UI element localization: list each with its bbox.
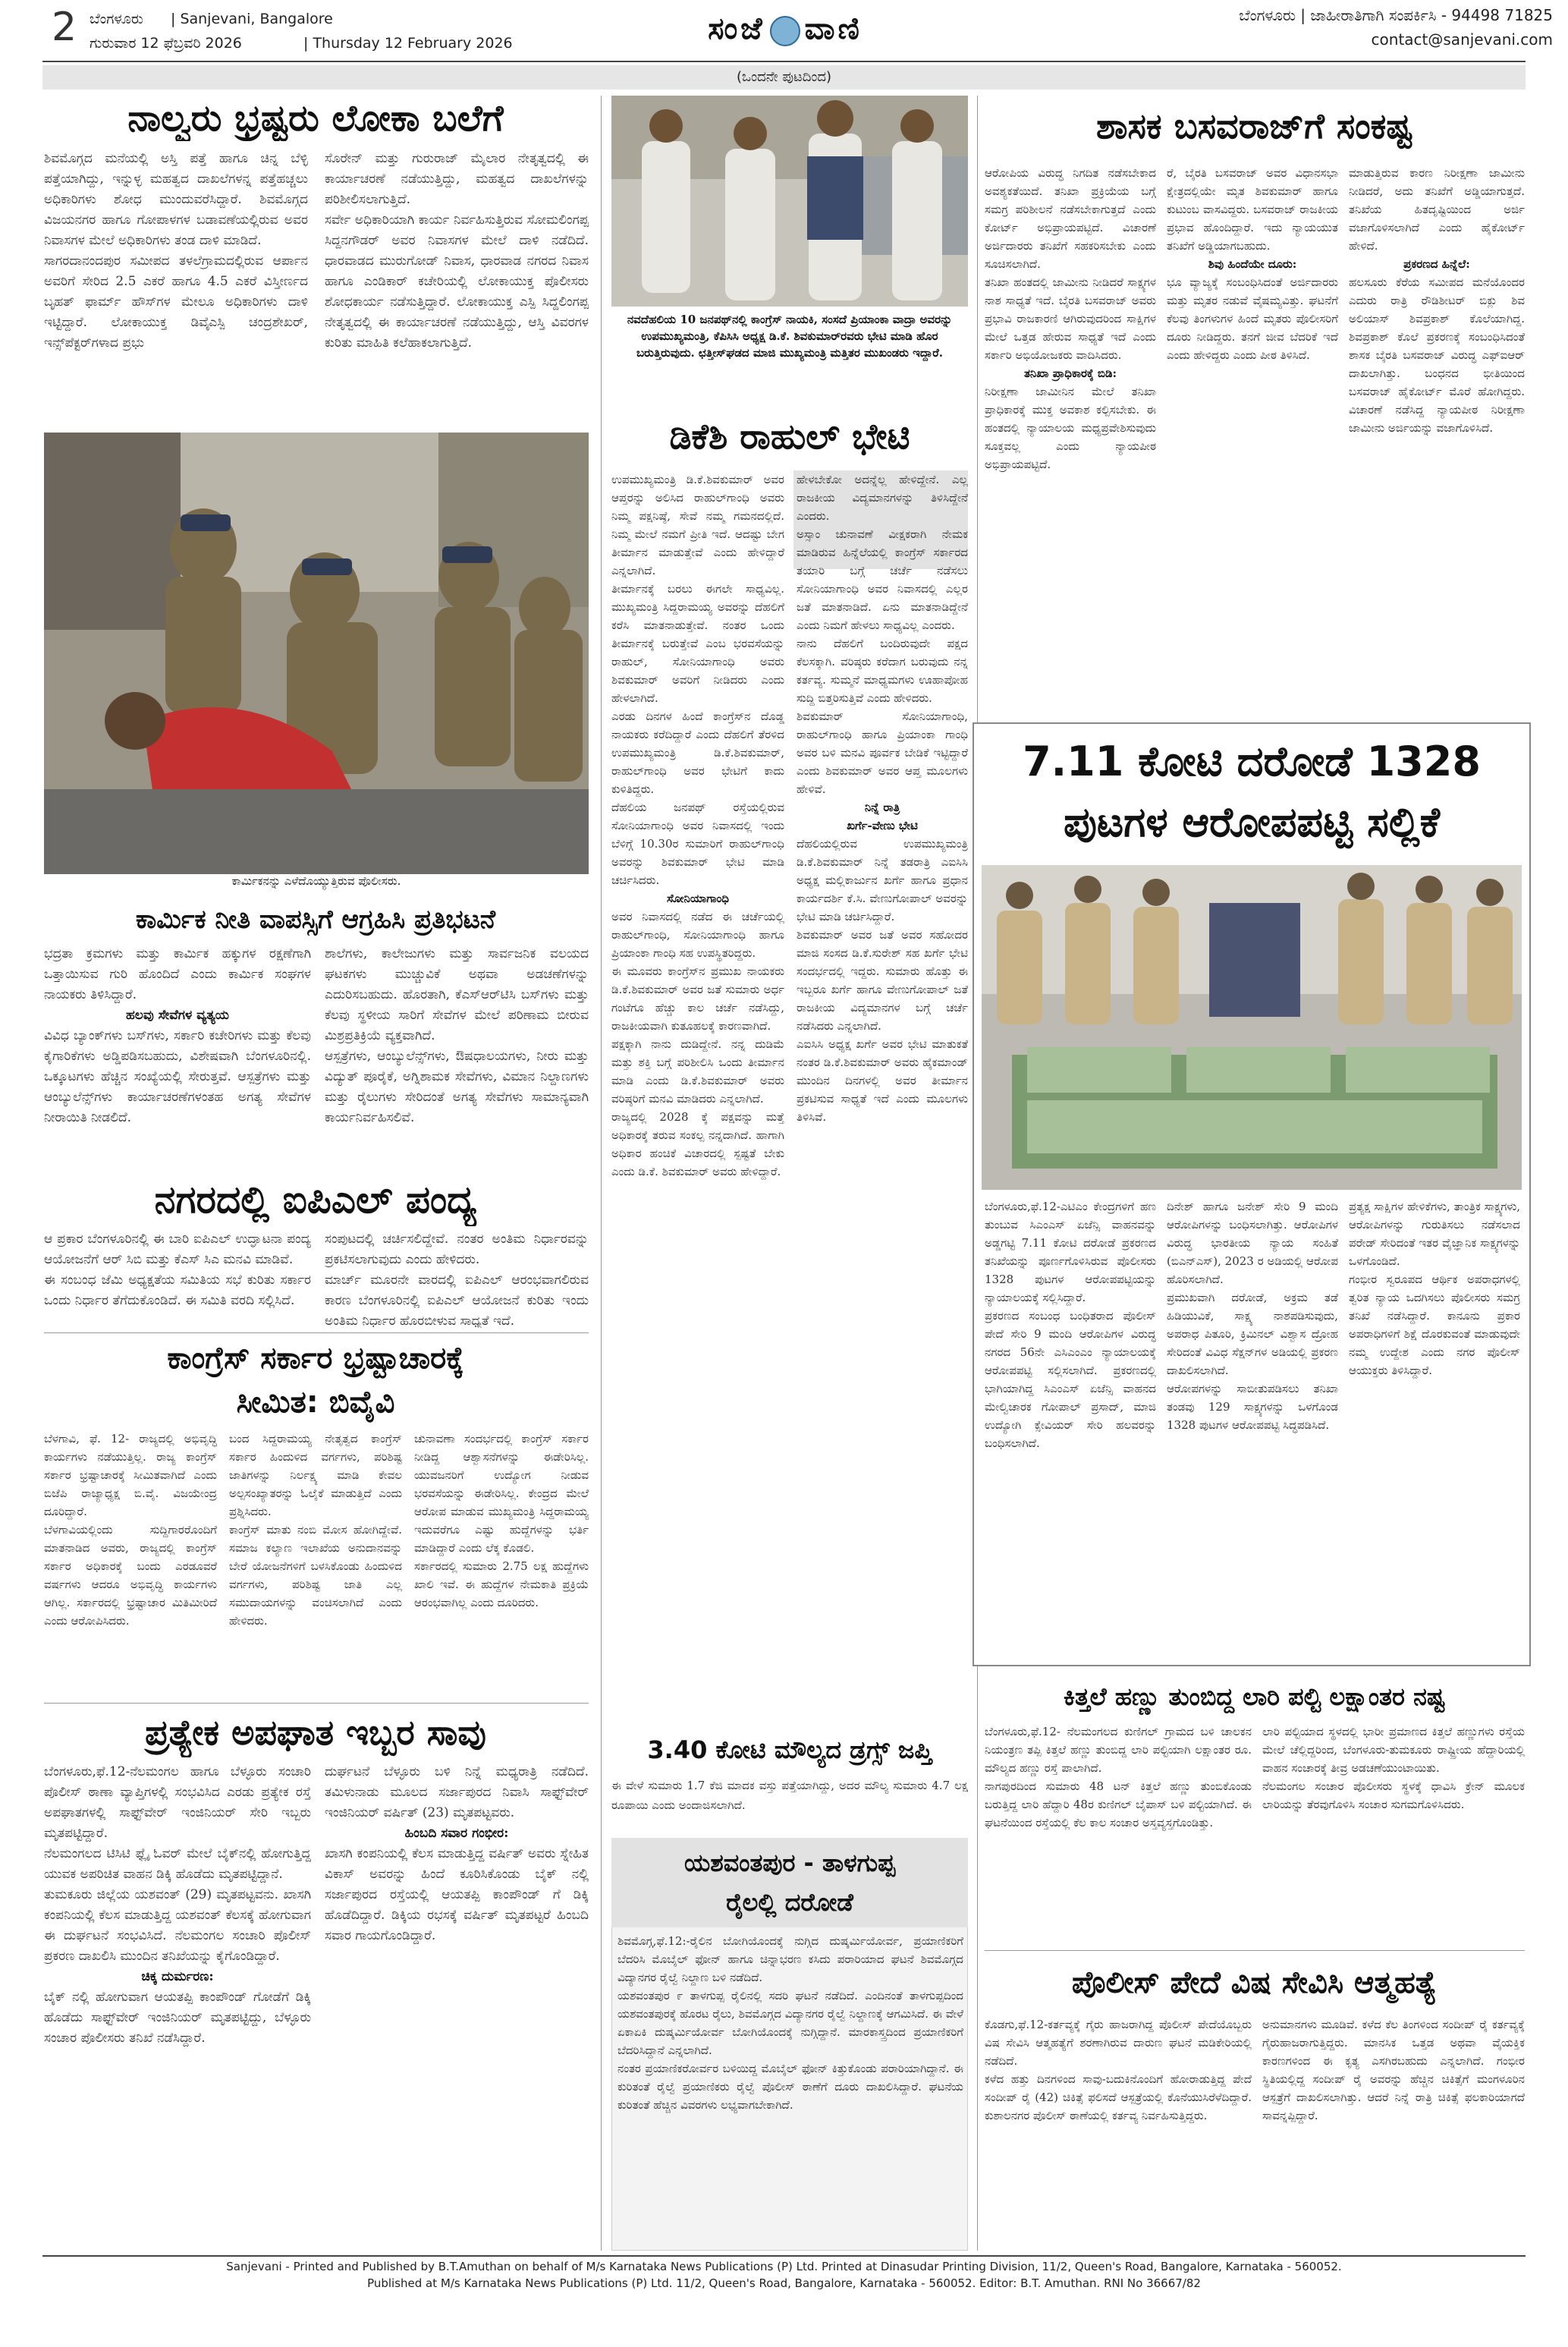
dks-p4: ದೆಹಲಿಯ ಜನಪಥ್ ರಸ್ತೆಯಲ್ಲಿರುವ ಸೋನಿಯಾಗಾಂಧಿ ಅವರ ನಿವಾಸದಲ್ಲಿ ಇಂದು ಬೆಳಿಗ್ಗೆ 10.30ರ ಸುಮಾರಿಗೆ ರಾಹುಲ್‌ಗಾಂಧಿ ಅವರನ್ನು ಶಿವಕುಮಾರ್ ಭೇಟಿ ಮಾಡಿ ಚರ್ಚಿಸಿದರು. <box>611 801 784 887</box>
vijayendra-headline-line1: ಕಾಂಗ್ರೆಸ್ ಸರ್ಕಾರ ಭ್ರಷ್ಟಾಚಾರಕ್ಕೆ <box>167 1341 464 1376</box>
vijayendra-body-col3 <box>414 1430 589 1695</box>
dks-subhead-2: ನಿನ್ನೆ ರಾತ್ರಿ <box>864 801 900 814</box>
ipl-p1: ಆ ಪ್ರಕಾರ ಬೆಂಗಳೂರಿನಲ್ಲಿ ಈ ಬಾರಿ ಐಪಿಎಲ್ ಉದ್ಘಾಟನಾ ಪಂದ್ಯ ಆಯೋಜನೆಗೆ ಆರ್ ಸಿಬಿ ಮತ್ತು ಕೆಎಸ್ ಸಿಎ ಮನವಿ ಮಾಡಿವೆ. <box>44 1232 311 1267</box>
divider <box>985 1950 1525 1951</box>
masthead-logo <box>660 11 910 53</box>
footer-rule <box>42 2255 1526 2257</box>
masthead-email[interactable]: contact@sanjevani.com <box>1371 30 1553 49</box>
protest-body-col2 <box>325 944 589 1172</box>
basavaraj-p5: ಭೂ ವ್ಯಾಜ್ಯಕ್ಕೆ ಸಂಬಂಧಿಸಿದಂತೆ ಅರ್ಜಿದಾರರು ಮತ್ತು ಮೃತರ ನಡುವೆ ವೈಷಮ್ಯವಿತ್ತು. ಘಟನೆಗೆ ಕೆಲವು ತಿಂಗಳುಗಳ ಹಿಂದೆ ಮೃತರು ಪೊಲೀಸರಿಗೆ ದೂರು ನೀಡಿದ್ದರು. ತನಗೆ ಜೀವ ಬೆದರಿಕೆ ಇದೆ ಎಂದು ಹೇಳಿದ್ದರು ಎಂದು ಪೀಠ ತಿಳಿಸಿದೆ. <box>1167 275 1338 362</box>
basavaraj-p1: ಆರೋಪಿಯ ವಿರುದ್ಧ ನಿಗದಿತ ನಡೆಸಬೇಕಾದ ಅವಶ್ಯಕತೆಯಿದೆ. ತನಿಖಾ ಪ್ರಕ್ರಿಯೆಯ ಬಗ್ಗೆ ಸಮಗ್ರ ಪರಿಶೀಲನೆ ನಡೆಸಬೇಕಾಗುತ್ತದೆ ಎಂದು ಕೋರ್ಟ್ ಅಭಿಪ್ರಾಯಪಟ್ಟಿದೆ. ವಿಚಾರಣೆ ಅರ್ಜಿದಾರರು ತನಿಖೆಗೆ ಸಹಕರಿಸಬೇಕು ಎಂದು ಸೂಚಿಸಲಾಗಿದೆ. <box>985 166 1156 271</box>
basavaraj-body-col2 <box>1167 164 1338 710</box>
lokayukta-p4: ಸರ್ವೇ ಅಧಿಕಾರಿಯಾಗಿ ಕಾರ್ಯ ನಿರ್ವಹಿಸುತ್ತಿರುವ ಸೋಮಲಿಂಗಪ್ಪ ಸಿದ್ದನಗೌಡರ್ ಅವರ ನಿವಾಸಗಳ ಮೇಲೆ ದಾಳಿ ನಡೆದಿದೆ. ಧಾರವಾಡದ ಮುರುಗೋಡ್ ನಿವಾಸ, ಧಾರವಾಡ ನಗರದ ನಿವಾಸ ಹಾಗೂ ಎಂಡಿಕಾರ್ ಕಚೇರಿಯಲ್ಲಿ ಲೋಕಾಯುಕ್ತ ಪೊಲೀಸರು ಶೋಧಕಾರ್ಯ ನಡೆಸುತ್ತಿದ್ದಾರೆ. ಲೋಕಾಯುಕ್ತ ಎಸ್ಪಿ ಸಿದ್ದಲಿಂಗಪ್ಪ ನೇತೃತ್ವದಲ್ಲಿ ಈ ಕಾರ್ಯಾಚರಣೆ ನಡೆಯುತ್ತಿದ್ದು, ಆಸ್ತಿ ವಿವರಗಳ ಕುರಿತು ಮಾಹಿತಿ ಕಲೆಹಾಕಲಾಗುತ್ತಿದೆ. <box>325 212 589 351</box>
lorry-p3: ಲಾರಿ ಪಲ್ಟಿಯಾದ ಸ್ಥಳದಲ್ಲಿ ಭಾರೀ ಪ್ರಮಾಣದ ಕಿತ್ತಲೆ ಹಣ್ಣುಗಳು ರಸ್ತೆಯ ಮೇಲೆ ಚೆಲ್ಲಿದ್ದರಿಂದ, ಬೆಂಗಳೂರು-ತುಮಕೂರು ರಾಷ್ಟ್ರೀಯ ಹೆದ್ದಾರಿಯಲ್ಲಿ ವಾಹನ ಸಂಚಾರಕ್ಕೆ ತೀವ್ರ ಅಡಚಣೆಯುಂಟಾಯಿತು. <box>1262 1725 1525 1775</box>
accident-p4: ಬೈಕ್ ನಲ್ಲಿ ಹೋಗುವಾಗ ಆಯತಪ್ಪಿ ಕಾಂಪೌಂಡ್ ಗೋಡೆಗೆ ಡಿಕ್ಕಿ ಹೊಡೆದು ಸಾಫ್ಟ್‌ವೇರ್ ಇಂಜಿನಿಯರ್ ಮೃತಪಟ್ಟಿದ್ದು, ಬೆಳ್ಳೂರು ಸಂಚಾರ ಪೊಲೀಸರು ತನಿಖೆ ನಡೆಸಿದ್ದಾರೆ. <box>44 1990 311 2046</box>
protest-caption: ಕಾರ್ಮಿಕನನ್ನು ಎಳೆದೊಯ್ಯುತ್ತಿರುವ ಪೊಲೀಸರು. <box>231 874 401 888</box>
basavaraj-body-col3 <box>1349 164 1525 710</box>
railway-headline-line2: ರೈಲಲ್ಲಿ ದರೋಡೆ <box>726 1888 853 1917</box>
ipl-body-col2 <box>325 1229 589 1328</box>
dks-p2: ತೀರ್ಮಾನಕ್ಕೆ ಬರಲು ಈಗಲೇ ಸಾಧ್ಯವಿಲ್ಲ. ಮುಖ್ಯಮಂತ್ರಿ ಸಿದ್ದರಾಮಯ್ಯ ಅವರನ್ನು ದೆಹಲಿಗೆ ಕರೆಸಿ ಮಾತನಾಡುತ್ತೇವೆ. ನಂತರ ಒಂದು ತೀರ್ಮಾನಕ್ಕೆ ಬರುತ್ತೇವೆ ಎಂಬ ಭರವಸೆಯನ್ನು ರಾಹುಲ್, ಸೋನಿಯಾಗಾಂಧಿ ಅವರು ಶಿವಕುಮಾರ್ ಅವರಿಗೆ ನೀಡಿದರು ಎಂದು ಹೇಳಲಾಗಿದೆ. <box>611 582 784 705</box>
dks-p15: ಎಐಸಿಸಿ ಅಧ್ಯಕ್ಷ ಖರ್ಗೆ ಅವರ ಭೇಟಿ ಮಾತುಕತೆ ನಂತರ ಡಿ.ಕೆ.ಶಿವಕುಮಾರ್ ಅವರು ಹೈಕಮಾಂಡ್ ಮುಂದಿನ ದಿನಗಳಲ್ಲಿ ಅವರ ತೀರ್ಮಾನ ಪ್ರಕಟಿಸುವ ಸಾಧ್ಯತೆ ಇದೆ ಎಂದು ಮೂಲಗಳು ತಿಳಿಸಿವೆ. <box>797 1037 968 1124</box>
drugs-body: ಈ ವೇಳೆ ಸುಮಾರು 1.7 ಕೆಜಿ ಮಾದಕ ವಸ್ತು ಪತ್ತೆಯಾಗಿದ್ದು, ಅದರ ಮೌಲ್ಯ ಸುಮಾರು 4.7 ಲಕ್ಷ ರೂಪಾಯಿ ಎಂದು ಅಂದಾಜಿಸಲಾಗಿದೆ. <box>611 1779 968 1812</box>
accident-p2: ನೆಲಮಂಗಲದ ಟಿಸಿಟಿ ಫ್ಲೈ ಓವರ್ ಮೇಲೆ ಬೈಕ್‌ನಲ್ಲಿ ಹೋಗುತ್ತಿದ್ದ ಯುವಕ ಅಪರಿಚಿತ ವಾಹನ ಡಿಕ್ಕಿ ಹೊಡೆದು ಮೃತಪಟ್ಟಿದ್ದಾನೆ. <box>44 1846 311 1882</box>
protest-subhead: ಹಲವು ಸೇವೆಗಳ ವ್ಯತ್ಯಯ <box>126 1008 229 1023</box>
continued-banner: (ಒಂದನೇ ಪುಟದಿಂದ) <box>42 65 1526 90</box>
protest-p1: ಭದ್ರತಾ ಕ್ರಮಗಳು ಮತ್ತು ಕಾರ್ಮಿಕ ಹಕ್ಕುಗಳ ರಕ್ಷಣೆಗಾಗಿ ಒತ್ತಾಯಿಸುವ ಗುರಿ ಹೊಂದಿದೆ ಎಂದು ಕಾರ್ಮಿಕ ಸಂಘಗಳ ನಾಯಕರು ತಿಳಿಸಿದ್ದಾರೆ. <box>44 946 311 1002</box>
basavaraj-subhead-3: ಪ್ರಕರಣದ ಹಿನ್ನೆಲೆ: <box>1403 257 1470 271</box>
dks-p10: ಅಸ್ಸಾಂ ಚುನಾವಣೆ ವೀಕ್ಷಕರಾಗಿ ನೇಮಕ ಮಾಡಿರುವ ಹಿನ್ನೆಲೆಯಲ್ಲಿ ಕಾಂಗ್ರೆಸ್ ಸರ್ಕಾರದ ತಯಾರಿ ಬಗ್ಗೆ ಚರ್ಚೆ ನಡೆಸಲು ಸೋನಿಯಾಗಾಂಧಿ ಅವರ ನಿವಾಸದಲ್ಲಿ ಎಲ್ಲರ ಜತೆ ಮಾತನಾಡಿದೆ. ಏನು ಮಾತನಾಡಿದ್ದೇನೆ ಎಂದು ನಿಮಗೆ ಹೇಳಲು ಸಾಧ್ಯವಿಲ್ಲ ಎಂದರು. <box>797 527 968 632</box>
masthead-city: ಬೆಂಗಳೂರು <box>90 11 143 27</box>
protest-headline: ಕಾರ್ಮಿಕ ನೀತಿ ವಾಪಸ್ಸಿಗೆ ಆಗ್ರಹಿಸಿ ಪ್ರತಿಭಟನೆ <box>135 905 496 935</box>
protest-p3: ಶಾಲೆಗಳು, ಕಾಲೇಜುಗಳು ಮತ್ತು ಸಾರ್ವಜನಿಕ ವಲಯದ ಘಟಕಗಳು ಮುಚ್ಚುವಿಕೆ ಅಥವಾ ಅಡಚಣೆಗಳನ್ನು ಎದುರಿಸಬಹುದು. ಹೊರತಾಗಿ, ಕೆಎಸ್‌ಆರ್‌ಟಿಸಿ ಬಸ್‌ಗಳು ಮತ್ತು ಕೆಲವು ಸ್ಥಳೀಯ ಸಾರಿಗೆ ಸೇವೆಗಳ ಮೇಲೆ ಪರಿಣಾಮ ಬೀರುವ ಮಿಶ್ರಪ್ರತಿಕ್ರಿಯೆ ವ್ಯಕ್ತವಾಗಿದೆ. <box>325 946 589 1043</box>
suicide-p3: ಅನುಮಾನಗಳು ಮೂಡಿವೆ. ಕಳೆದ ಕೆಲ ತಿಂಗಳಿಂದ ಸಂದೀಪ್ ರೈ ಕರ್ತವ್ಯಕ್ಕೆ ಗೈರುಹಾಜರಾಗುತ್ತಿದ್ದರು. ಮಾನಸಿಕ ಒತ್ತಡ ಅಥವಾ ವೈಯಕ್ತಿಕ ಕಾರಣಗಳಿಂದ ಈ ಕೃತ್ಯ ಎಸಗಿರಬಹುದು ಎನ್ನಲಾಗಿದೆ. ಗಂಭೀರ ಸ್ಥಿತಿಯಲ್ಲಿದ್ದ ಸಂದೀಪ್ ರೈ ಅವರನ್ನು ಹೆಚ್ಚಿನ ಚಿಕಿತ್ಸೆಗೆ ಮಂಗಳೂರಿನ ಆಸ್ಪತ್ರೆಗೆ ದಾಖಲಿಸಲಾಗಿತ್ತು. ಆದರೆ ನಿನ್ನೆ ರಾತ್ರಿ ಚಿಕಿತ್ಸೆ ಫಲಕಾರಿಯಾಗದೆ ಸಾವನ್ನಪ್ಪಿದ್ದಾರೆ. <box>1262 2018 1525 2122</box>
accident-body-col2 <box>325 1762 589 2248</box>
masthead-contact: ಬೆಂಗಳೂರು | ಜಾಹೀರಾತಿಗಾಗಿ ಸಂಪರ್ಕಿಸಿ - 94498 71825 <box>1239 6 1553 24</box>
accident-subhead-2: ಹಿಂಬದಿ ಸವಾರ ಗಂಭೀರ: <box>404 1826 509 1841</box>
dks-subhead-1: ಸೋನಿಯಾಗಾಂಧಿ <box>667 892 729 905</box>
lokayukta-p3: ಸೊರೇನ್ ಮತ್ತು ಗುರುರಾಜ್ ಮೈಲಾರ ನೇತೃತ್ವದಲ್ಲಿ ಈ ಕಾರ್ಯಾಚರಣೆ ನಡೆಯುತ್ತಿದ್ದು, ಮಹತ್ವದ ದಾಖಲೆಗಳನ್ನು ಪರಿಶೀಲಿಸಲಾಗುತ್ತಿದೆ. <box>325 151 589 207</box>
lokayukta-headline: ನಾಲ್ವರು ಭ್ರಷ್ಟರು ಲೋಕಾ ಬಲೆಗೆ <box>127 97 504 140</box>
masthead-paper: | Sanjevani, Bangalore <box>171 11 333 27</box>
dks-headline: ಡಿಕೆಶಿ ರಾಹುಲ್ ಭೇಟಿ <box>669 416 910 457</box>
basavaraj-p2: ತನಿಖಾ ಹಂತದಲ್ಲಿ ಜಾಮೀನು ನೀಡಿದರೆ ಸಾಕ್ಷ್ಯಗಳ ನಾಶ ಸಾಧ್ಯತೆ ಇದೆ. ಬೈರತಿ ಬಸವರಾಜ್ ಅವರು ಪ್ರಭಾವಿ ರಾಜಕಾರಣಿ ಆಗಿರುವುದರಿಂದ ಸಾಕ್ಷಿಗಳ ಮೇಲೆ ಒತ್ತಡ ಹೇರುವ ಸಾಧ್ಯತೆ ಇದೆ ಎಂದು ಸರ್ಕಾರಿ ಅಭಿಯೋಜಕರು ವಾದಿಸಿದರು. <box>985 275 1156 362</box>
suicide-headline: ಪೊಲೀಸ್ ಪೇದೆ ವಿಷ ಸೇವಿಸಿ ಆತ್ಮಹತ್ಯೆ <box>1071 1965 1438 2000</box>
logo-right-text: ವಾಣಿ <box>804 11 863 46</box>
robbery-photo <box>982 865 1522 1190</box>
ipl-body-col1 <box>44 1229 311 1328</box>
accident-p1: ಬೆಂಗಳೂರು,ಫೆ.12-ನೆಲಮಂಗಲ ಹಾಗೂ ಬೆಳ್ಳೂರು ಸಂಚಾರಿ ಪೊಲೀಸ್ ಠಾಣಾ ವ್ಯಾಪ್ತಿಗಳಲ್ಲಿ ಸಂಭವಿಸಿದ ಎರಡು ಪ್ರತ್ಯೇಕ ರಸ್ತೆ ಅಪಘಾತಗಳಲ್ಲಿ ಸಾಫ್ಟ್‌ವೇರ್ ಇಂಜಿನಿಯರ್ ಸೇರಿ ಇಬ್ಬರು ಮೃತಪಟ್ಟಿದ್ದಾರೆ. <box>44 1764 311 1841</box>
accident-p6: ಖಾಸಗಿ ಕಂಪನಿಯಲ್ಲಿ ಕೆಲಸ ಮಾಡುತ್ತಿದ್ದ ವರ್ಷಿತ್ ಅವರು ಸ್ನೇಹಿತ ವಿಕಾಸ್ ಅವರನ್ನು ಹಿಂದೆ ಕೂರಿಸಿಕೊಂಡು ಬೈಕ್ ನಲ್ಲಿ ಸರ್ಜಾಪುರದ ರಸ್ತೆಯಲ್ಲಿ ಆಯತಪ್ಪಿ ಕಾಂಪೌಂಡ್ ಗೆ ಡಿಕ್ಕಿ ಹೊಡೆದಿದ್ದಾರೆ. ಡಿಕ್ಕಿಯ ರಭಸಕ್ಕೆ ವರ್ಷಿತ್ ಮೃತಪಟ್ಟರೆ ಹಿಂಬದಿ ಸವಾರ ಗಾಯಗೊಂಡಿದ್ದಾರೆ. <box>325 1846 589 1943</box>
lokayukta-p2: ಸಾಗರದಾನಂದಪುರ ಸಮೀಪದ ತಳಲೆಗ್ರಾಮದಲ್ಲಿರುವ ಆರ್ಪಾನ ಅವರಿಗೆ ಸೇರಿದ 2.5 ಎಕರೆ ಹಾಗೂ 4.5 ಎಕರೆ ವಿಸ್ತೀರ್ಣದ ಬೃಹತ್ ಫಾರ್ಮ್ ಹೌಸ್‌ಗಳ ಮೇಲೂ ಅಧಿಕಾರಿಗಳು ದಾಳಿ ಇಟ್ಟಿದ್ದಾರೆ. ಲೋಕಾಯುಕ್ತ ಡಿವೈಎಸ್ಪಿ ಚಂದ್ರಶೇಖರ್, ಇನ್ಸ್‌ಪೆಕ್ಟರ್‌ಗಳಾದ ಪ್ರಭು <box>44 253 308 351</box>
dks-p1: ಉಪಮುಖ್ಯಮಂತ್ರಿ ಡಿ.ಕೆ.ಶಿವಕುಮಾರ್ ಅವರ ಆಪ್ತರನ್ನು ಅಲಿಸಿದ ರಾಹುಲ್‌ಗಾಂಧಿ ಅವರು ನಿಮ್ಮ ಪಕ್ಷನಿಷ್ಠೆ, ಸೇವೆ ನಮ್ಮ ಗಮನದಲ್ಲಿದೆ. ನಿಮ್ಮ ಮೇಲೆ ನಮಗೆ ಪ್ರೀತಿ ಇದೆ. ಆದಷ್ಟು ಬೇಗ ತೀರ್ಮಾನ ಮಾಡುತ್ತೇವೆ ಎಂದು ಹೇಳಿದ್ದಾರೆ ಎನ್ನಲಾಗಿದೆ. <box>611 473 784 577</box>
lorry-body-col2 <box>1262 1722 1525 1943</box>
suicide-body-col2 <box>1262 2015 1525 2248</box>
robbery-body-col3 <box>1349 1197 1520 1660</box>
divider <box>44 1703 589 1704</box>
lokayukta-body-col2 <box>325 149 589 429</box>
dks-p3: ಎರಡು ದಿನಗಳ ಹಿಂದೆ ಕಾಂಗ್ರೆಸ್‌ನ ದೊಡ್ಡ ನಾಯಕರು ಕರೆದಿದ್ದಾರೆ ಎಂದು ದೆಹಲಿಗೆ ತೆರಳಿದ ಉಪಮುಖ್ಯಮಂತ್ರಿ ಡಿ.ಕೆ.ಶಿವಕುಮಾರ್, ರಾಹುಲ್‌ಗಾಂಧಿ ಅವರ ಭೇಟಿಗೆ ಕಾದು ಕುಳಿತಿದ್ದರು. <box>611 709 784 796</box>
divider <box>44 1332 589 1333</box>
dks-p11: ನಾನು ದೆಹಲಿಗೆ ಬಂದಿರುವುದೇ ಪಕ್ಷದ ಕೆಲಸಕ್ಕಾಗಿ. ವರಿಷ್ಠರು ಕರೆದಾಗ ಬರುವುದು ನನ್ನ ಕರ್ತವ್ಯ. ಸುಮ್ಮನೆ ಮಾಧ್ಯಮಗಳು ಊಹಾಪೋಹ ಸುದ್ದಿ ಬಿತ್ತರಿಸುತ್ತಿವೆ ಎಂದು ಹೇಳಿದರು. <box>797 637 968 705</box>
lorry-p2: ನಾಗಪುರದಿಂದ ಸುಮಾರು 48 ಟನ್ ಕಿತ್ತಲೆ ಹಣ್ಣು ತುಂಬಿಕೊಂಡು ಬರುತ್ತಿದ್ದ ಲಾರಿ ಹೆದ್ದಾರಿ 48ರ ಕುಣಿಗಲ್ ಬೈಪಾಸ್ ಬಳಿ ಪಲ್ಟಿಯಾಗಿದೆ. ಈ ಘಟನೆಯಿಂದ ರಸ್ತೆಯಲ್ಲಿ ಕೆಲ ಕಾಲ ಸಂಚಾರ ಅಸ್ತವ್ಯಸ್ತಗೊಂಡಿತ್ತು. <box>985 1779 1252 1829</box>
basavaraj-body-col1 <box>985 164 1156 710</box>
protest-body-col1 <box>44 944 311 1172</box>
vijayendra-p2: ಬೆಳಗಾವಿಯಲ್ಲಿಂದು ಸುದ್ದಿಗಾರರೊಂದಿಗೆ ಮಾತನಾಡಿದ ಅವರು, ರಾಜ್ಯದಲ್ಲಿ ಕಾಂಗ್ರೆಸ್ ಸರ್ಕಾರ ಅಧಿಕಾರಕ್ಕೆ ಬಂದು ಎರಡೂವರೆ ವರ್ಷಗಳು ಆದರೂ ಅಭಿವೃದ್ಧಿ ಕಾರ್ಯಗಳು ಆಗಿಲ್ಲ. ಸರ್ಕಾರದಲ್ಲಿ ಭ್ರಷ್ಟಾಚಾರ ಮಿತಿಮೀರಿದೆ ಎಂದು ಆರೋಪಿಸಿದರು. <box>44 1523 217 1628</box>
dks-photo-image <box>611 96 968 307</box>
basavaraj-p4: ರೆ, ಬೈರತಿ ಬಸವರಾಜ್ ಅವರ ವಿಧಾನಸಭಾ ಕ್ಷೇತ್ರದಲ್ಲಿಯೇ ಮೃತ ಶಿವಕುಮಾರ್ ಹಾಗೂ ಕುಟುಂಬ ವಾಸವಿದ್ದರು. ಬಸವರಾಜ್ ರಾಜಕೀಯ ಪ್ರಭಾವ ಹೊಂದಿದ್ದಾರೆ. ಇದು ನ್ಯಾಯಯುತ ತನಿಖೆಗೆ ಅಡ್ಡಿಯಾಗಬಹುದು. <box>1167 166 1338 253</box>
lorry-p4: ನೆಲಮಂಗಲ ಸಂಚಾರ ಪೊಲೀಸರು ಸ್ಥಳಕ್ಕೆ ಧಾವಿಸಿ ಕ್ರೇನ್ ಮೂಲಕ ಲಾರಿಯನ್ನು ತೆರವುಗೊಳಿಸಿ ಸಂಚಾರ ಸುಗಮಗೊಳಿಸಿದರು. <box>1262 1779 1525 1811</box>
dks-p7: ಪಕ್ಷಕ್ಕಾಗಿ ನಾನು ದುಡಿದ್ದೇನೆ. ನನ್ನ ದುಡಿಮೆ ಮತ್ತು ಶಕ್ತಿ ಬಗ್ಗೆ ಪರಿಶೀಲಿಸಿ ಒಂದು ತೀರ್ಮಾನ ಮಾಡಿ ಎಂದು ಡಿ.ಕೆ.ಶಿವಕುಮಾರ್ ಅವರು ವರಿಷ್ಠರಿಗೆ ಮನವಿ ಮಾಡಿದರು ಎನ್ನಲಾಗಿದೆ. <box>611 1037 784 1106</box>
robbery-p1: ಬೆಂಗಳೂರು,ಫೆ.12-ಎಟಿಎಂ ಕೇಂದ್ರಗಳಿಗೆ ಹಣ ತುಂಬುವ ಸಿಎಂಎಸ್ ಏಜೆನ್ಸಿ ವಾಹನವನ್ನು ಅಡ್ಡಗಟ್ಟಿ 7.11 ಕೋಟಿ ದರೋಡೆ ಪ್ರಕರಣದ ತನಿಖೆಯನ್ನು ಪೂರ್ಣಗೊಳಿಸಿರುವ ಪೊಲೀಸರು 1328 ಪುಟಗಳ ಆರೋಪಪಟ್ಟಿಯನ್ನು ನ್ಯಾಯಾಲಯಕ್ಕೆ ಸಲ್ಲಿಸಿದ್ದಾರೆ. <box>985 1200 1156 1304</box>
basavaraj-subhead-2: ಶಿವು ಹಿಂದೆಯೇ ದೂರು: <box>1208 257 1297 271</box>
dks-body-col1 <box>611 470 784 1715</box>
dks-p5: ಅವರ ನಿವಾಸದಲ್ಲಿ ನಡೆದ ಈ ಚರ್ಚೆಯಲ್ಲಿ ರಾಹುಲ್‌ಗಾಂಧಿ, ಸೋನಿಯಾಗಾಂಧಿ ಹಾಗೂ ಪ್ರಿಯಾಂಕಾ ಗಾಂಧಿ ಸಹ ಉಪಸ್ಥಿತರಿದ್ದರು. <box>611 910 784 960</box>
suicide-body-col1 <box>985 2015 1252 2248</box>
dks-body-col2 <box>797 470 968 1715</box>
ipl-p2: ಈ ಸಂಬಂಧ ಜೆಮಿ ಅಧ್ಯಕ್ಷತೆಯ ಸಮಿತಿಯ ಸಭೆ ಕುರಿತು ಸರ್ಕಾರ ಒಂದು ನಿರ್ಧಾರ ತೆಗೆದುಕೊಂಡಿದೆ. ಈ ಸಮಿತಿ ವರದಿ ಸಲ್ಲಿಸಿದೆ. <box>44 1273 311 1308</box>
dks-photo <box>611 96 968 307</box>
globe-icon <box>770 16 800 46</box>
accident-p3: ತುಮಕೂರು ಜಿಲ್ಲೆಯ ಯಶವಂತ್ (29) ಮೃತಪಟ್ಟವನು. ಖಾಸಗಿ ಕಂಪನಿಯಲ್ಲಿ ಕೆಲಸ ಮಾಡುತ್ತಿದ್ದ ಯಶವಂತ್ ಕೆಲಸಕ್ಕೆ ಹೋಗುವಾಗ ಈ ದುರ್ಘಟನೆ ಸಂಭವಿಸಿದೆ. ನೆಲಮಂಗಲ ಸಂಚಾರಿ ಪೊಲೀಸ್ ಪ್ರಕರಣ ದಾಖಲಿಸಿ ಮುಂದಿನ ತನಿಖೆಯನ್ನು ಕೈಗೊಂಡಿದ್ದಾರೆ. <box>44 1887 311 1964</box>
robbery-p4: ಪ್ರಮುಖವಾಗಿ ದರೋಡೆ, ಅಕ್ರಮ ತಡೆ ಹಿಡಿಯುವಿಕೆ, ಸಾಕ್ಷ್ಯ ನಾಶಪಡಿಸುವುದು, ಅಪರಾಧ ಪಿತೂರಿ, ಕ್ರಿಮಿನಲ್ ವಿಶ್ವಾಸ ದ್ರೋಹ ಸೇರಿದಂತೆ ವಿವಿಧ ಸೆಕ್ಷನ್‌ಗಳ ಅಡಿಯಲ್ಲಿ ಪ್ರಕರಣ ದಾಖಲಿಸಲಾಗಿದೆ. <box>1167 1291 1338 1377</box>
ipl-p4: ಮಾರ್ಚ್ ಮೂರನೇ ವಾರದಲ್ಲಿ ಐಪಿಎಲ್ ಆರಂಭವಾಗಲಿರುವ ಕಾರಣ ಬೆಂಗಳೂರಿನಲ್ಲಿ ಐಪಿಎಲ್ ಆಯೋಜನೆ ಕುರಿತು ಇಂದು ಅಂತಿಮ ನಿರ್ಧಾರ ಹೊರಬೀಳುವ ಸಾಧ್ಯತೆ ಇದೆ. <box>325 1273 589 1328</box>
footer-imprint-line2: Published at M/s Karnataka News Publications (P) Ltd. 11/2, Queen's Road, Bangalore, Karnataka - 560052. Editor: B.T. Amuthan. RNI No 36667/82 <box>367 2276 1201 2290</box>
robbery-photo-image <box>982 865 1522 1190</box>
footer-imprint-line1: Sanjevani - Printed and Published by B.T.Amuthan on behalf of M/s Karnataka News Publications (P) Ltd. Printed at Dinasudar Printing Division, 11/2, Queen's Road, Bangalore, Karnataka - 560052. <box>226 2260 1342 2273</box>
basavaraj-subhead-1: ತನಿಖಾ ಪ್ರಾಧಿಕಾರಕ್ಕೆ ಬಿಡಿ: <box>1023 367 1117 380</box>
ipl-headline: ನಗರದಲ್ಲಿ ಐಪಿಎಲ್ ಪಂದ್ಯ <box>154 1178 477 1222</box>
accident-subhead-1: ಚಿಕ್ಕ ದುರ್ಮರಣ: <box>141 1969 214 1984</box>
masthead-date-kannada: ಗುರುವಾರ 12 ಫೆಬ್ರವರಿ 2026 <box>90 35 242 52</box>
railway-headline-line1: ಯಶವಂತಪುರ - ತಾಳಗುಪ್ಪ <box>683 1848 896 1877</box>
robbery-headline-line1: 7.11 ಕೋಟಿ ದರೋಡೆ 1328 <box>1023 738 1481 785</box>
accident-p5: ದುರ್ಘಟನೆ ಬೆಳ್ಳೂರು ಬಳಿ ನಿನ್ನೆ ಮಧ್ಯರಾತ್ರಿ ನಡೆದಿದೆ. ತಮಿಳುನಾಡು ಮೂಲದ ಸರ್ಜಾಪುರದ ನಿವಾಸಿ ಸಾಫ್ಟ್‌ವೇರ್ ಇಂಜಿನಿಯರ್ ವರ್ಷಿತ್ (23) ಮೃತಪಟ್ಟವರು. <box>325 1764 589 1820</box>
basavaraj-p7: ಹಲಸೂರು ಕೆರೆಯ ಸಮೀಪದ ಮನೆಯೊಂದರ ಎದುರು ರಾತ್ರಿ ರೌಡಿಶೀಟರ್ ಬಿಕ್ಲು ಶಿವ ಅಲಿಯಾಸ್ ಶಿವಪ್ರಕಾಶ್ ಕೊಲೆಯಾಗಿದ್ದ. ಶಿವಪ್ರಕಾಶ್ ಕೊಲೆ ಪ್ರಕರಣಕ್ಕೆ ಸಂಬಂಧಿಸಿದಂತೆ ಶಾಸಕ ಬೈರತಿ ಬಸವರಾಜ್ ವಿರುದ್ಧ ಎಫ್‌ಐಆರ್ ದಾಖಲಾಗಿತ್ತು. ಬಂಧನದ ಭೀತಿಯಿಂದ ಬಸವರಾಜ್ ಹೈಕೋರ್ಟ್ ಮೊರೆ ಹೋಗಿದ್ದರು. ವಿಚಾರಣೆ ನಡೆಸಿದ್ದ ನ್ಯಾಯಪೀಠ ನಿರೀಕ್ಷಣಾ ಜಾಮೀನು ಅರ್ಜಿಯನ್ನು ವಜಾಗೊಳಿಸಿದೆ. <box>1349 275 1525 435</box>
basavaraj-headline: ಶಾಸಕ ಬಸವರಾಜ್‌ಗೆ ಸಂಕಷ್ಟ <box>1096 105 1412 146</box>
robbery-body-col1 <box>985 1197 1156 1660</box>
railway-p1: ಶಿವಮೊಗ್ಗ,ಫೆ.12:-ರೈಲಿನ ಬೋಗಿಯೊಂದಕ್ಕೆ ನುಗ್ಗಿದ ದುಷ್ಕರ್ಮಿಯೋರ್ವ, ಪ್ರಯಾಣಿಕರಿಗೆ ಬೆದರಿಸಿ ಮೊಬೈಲ್ ಫೋನ್ ಹಾಗೂ ಚಿನ್ನಾಭರಣ ಕಸಿದು ಪರಾರಿಯಾದ ಘಟನೆ ಶಿವಮೊಗ್ಗದ ವಿದ್ಯಾನಗರ ರೈಲ್ವೆ ನಿಲ್ದಾಣ ಬಳಿ ನಡೆದಿದೆ. <box>617 1934 963 1984</box>
lorry-headline: ಕಿತ್ತಲೆ ಹಣ್ಣು ತುಂಬಿದ್ದ ಲಾರಿ ಪಲ್ಟಿ ಲಕ್ಷಾಂತರ ನಷ್ಟ <box>1064 1682 1445 1711</box>
protest-p4: ಆಸ್ಪತ್ರೆಗಳು, ಆಂಬ್ಯುಲೆನ್ಸ್‌ಗಳು, ಔಷಧಾಲಯಗಳು, ನೀರು ಮತ್ತು ವಿದ್ಯುತ್ ಪೂರೈಕೆ, ಅಗ್ನಿಶಾಮಕ ಸೇವೆಗಳು, ವಿಮಾನ ನಿಲ್ದಾಣಗಳು ಮತ್ತು ರೈಲುಗಳು ಸೇರಿದಂತೆ ಅಗತ್ಯ ಸೇವೆಗಳು ಸಾಮಾನ್ಯವಾಗಿ ಕಾರ್ಯನಿರ್ವಹಿಸಲಿವೆ. <box>325 1049 589 1125</box>
robbery-p5: ಆರೋಪಗಳನ್ನು ಸಾಬೀತುಪಡಿಸಲು ತನಿಖಾ ತಂಡವು 129 ಸಾಕ್ಷ್ಯಗಳನ್ನು ಒಳಗೊಂಡ 1328 ಪುಟಗಳ ಆರೋಪಪಟ್ಟಿ ಸಿದ್ಧಪಡಿಸಿದೆ. <box>1167 1382 1338 1432</box>
robbery-p3: ದಿನೇಶ್ ಹಾಗೂ ಜನೇಶ್ ಸೇರಿ 9 ಮಂದಿ ಆರೋಪಿಗಳನ್ನು ಬಂಧಿಸಲಾಗಿತ್ತು. ಆರೋಪಿಗಳ ವಿರುದ್ಧ ಭಾರತೀಯ ನ್ಯಾಯ ಸಂಹಿತೆ (ಬಿಎನ್ಎಸ್), 2023 ರ ಅಡಿಯಲ್ಲಿ ಆರೋಪ ಹೊರಿಸಲಾಗಿದೆ. <box>1167 1200 1338 1286</box>
lorry-p1: ಬೆಂಗಳೂರು,ಫೆ.12- ನೆಲಮಂಗಲದ ಕುಣಿಗಲ್ ಗ್ರಾಮದ ಬಳಿ ಚಾಲಕನ ನಿಯಂತ್ರಣ ತಪ್ಪಿ ಕಿತ್ತಲೆ ಹಣ್ಣು ತುಂಬಿದ್ದ ಲಾರಿ ಪಲ್ಟಿಯಾಗಿ ಲಕ್ಷಾಂತರ ರೂ. ಮೌಲ್ಯದ ಹಣ್ಣು ರಸ್ತೆ ಪಾಲಾಗಿದೆ. <box>985 1725 1252 1775</box>
robbery-body-col2 <box>1167 1197 1338 1660</box>
robbery-headline-line2: ಪುಟಗಳ ಆರೋಪಪಟ್ಟಿ ಸಲ್ಲಿಕೆ <box>1063 798 1441 846</box>
accident-headline: ಪ್ರತ್ಯೇಕ ಅಪಘಾತ ಇಬ್ಬರ ಸಾವು <box>145 1712 486 1753</box>
basavaraj-p6: ಮಾಡುತ್ತಿರುವ ಕಾರಣ ನಿರೀಕ್ಷಣಾ ಜಾಮೀನು ನೀಡಿದರೆ, ಅದು ತನಿಖೆಗೆ ಅಡ್ಡಿಯಾಗುತ್ತದೆ. ತನಿಖೆಯ ಹಿತದೃಷ್ಟಿಯಿಂದ ಅರ್ಜಿ ವಜಾಗೊಳಿಸಲಾಗಿದೆ ಎಂದು ಹೈಕೋರ್ಟ್ ಹೇಳಿದೆ. <box>1349 166 1525 253</box>
vijayendra-p3: ಬಂದ ಸಿದ್ದರಾಮಯ್ಯ ನೇತೃತ್ವದ ಕಾಂಗ್ರೆಸ್ ಸರ್ಕಾರ ಹಿಂದುಳಿದ ವರ್ಗಗಳು, ಪರಿಶಿಷ್ಟ ಜಾತಿಗಳನ್ನು ನಿರ್ಲಕ್ಷ್ಯ ಮಾಡಿ ಕೇವಲ ಅಲ್ಪಸಂಖ್ಯಾತರನ್ನು ಓಲೈಕೆ ಮಾಡುತ್ತಿದೆ ಎಂದು ಪ್ರಶ್ನಿಸಿದರು. <box>229 1432 402 1518</box>
column-divider <box>601 96 602 2251</box>
dks-p9: ಹೇಳಬೇಕೋ ಅದನ್ನೆಲ್ಲ ಹೇಳಿದ್ದೇನೆ. ಎಲ್ಲ ರಾಜಕೀಯ ವಿದ್ಯಮಾನಗಳನ್ನು ತಿಳಿಸಿದ್ದೇನೆ ಎಂದರು. <box>797 473 968 523</box>
basavaraj-p3: ನಿರೀಕ್ಷಣಾ ಜಾಮೀನಿನ ಮೇಲೆ ತನಿಖಾ ಪ್ರಾಧಿಕಾರಕ್ಕೆ ಮುಕ್ತ ಅವಕಾಶ ಕಲ್ಪಿಸಬೇಕು. ಈ ಹಂತದಲ್ಲಿ ನ್ಯಾಯಾಲಯ ಮಧ್ಯಪ್ರವೇಶಿಸುವುದು ಸೂಕ್ತವಲ್ಲ ಎಂದು ನ್ಯಾಯಪೀಠ ಅಭಿಪ್ರಾಯಪಟ್ಟಿದೆ. <box>985 385 1156 471</box>
dks-p14: ಶಿವಕುಮಾರ್ ಅವರ ಜತೆ ಅವರ ಸಹೋದರ ಮಾಜಿ ಸಂಸದ ಡಿ.ಕೆ.ಸುರೇಶ್ ಸಹ ಖರ್ಗೆ ಭೇಟಿ ಸಂದರ್ಭದಲ್ಲಿ ಇದ್ದರು. ಸುಮಾರು ಹೊತ್ತು ಈ ಇಬ್ಬರೂ ಖರ್ಗೆ ಹಾಗೂ ವೇಣುಗೋಪಾಲ್ ಜತೆ ರಾಜಕೀಯ ವಿದ್ಯಮಾನಗಳ ಬಗ್ಗೆ ಚರ್ಚೆ ನಡೆಸಿದರು ಎನ್ನಲಾಗಿದೆ. <box>797 928 968 1033</box>
vijayendra-body-col1 <box>44 1430 217 1695</box>
protest-photo-image <box>44 433 589 874</box>
masthead <box>0 0 1568 64</box>
logo-left-text: ಸಂಜೆ <box>708 11 765 46</box>
vijayendra-headline-line2: ಸೀಮಿತ: ಬಿವೈವಿ <box>236 1385 395 1420</box>
suicide-p2: ಕಳೆದ ಹತ್ತು ದಿನಗಳಿಂದ ಸಾವು-ಬದುಕಿನೊಂದಿಗೆ ಹೋರಾಡುತ್ತಿದ್ದ ಪೇದೆ ಸಂದೀಪ್ ರೈ (42) ಚಿಕಿತ್ಸೆ ಫಲಿಸದೆ ಆಸ್ಪತ್ರೆಯಲ್ಲಿ ಕೊನೆಯುಸಿರೆಳೆದಿದ್ದಾರೆ. ಕುಶಾಲನಗರ ಪೊಲೀಸ್ ಠಾಣೆಯಲ್ಲಿ ಕರ್ತವ್ಯ ನಿರ್ವಹಿಸುತ್ತಿದ್ದರು. <box>985 2072 1252 2122</box>
vijayendra-body-col2 <box>229 1430 402 1695</box>
lokayukta-body-col1 <box>44 149 308 429</box>
ipl-p3: ಸಂಪುಟದಲ್ಲಿ ಚರ್ಚಿಸಲಿದ್ದೇವೆ. ನಂತರ ಅಂತಿಮ ನಿರ್ಧಾರವನ್ನು ಪ್ರಕಟಿಸಲಾಗುವುದು ಎಂದು ಹೇಳಿದರು. <box>325 1232 589 1267</box>
robbery-p6: ಪ್ರತ್ಯಕ್ಷ ಸಾಕ್ಷಿಗಳ ಹೇಳಿಕೆಗಳು, ತಾಂತ್ರಿಕ ಸಾಕ್ಷ್ಯಗಳು, ಆರೋಪಿಗಳನ್ನು ಗುರುತಿಸಲು ನಡೆಸಲಾದ ಪರೇಡ್ ಸೇರಿದಂತೆ ಇತರ ವೈಜ್ಞಾನಿಕ ಸಾಕ್ಷ್ಯಗಳನ್ನು ಒಳಗೊಂಡಿದೆ. <box>1349 1200 1520 1268</box>
dks-p13: ದೆಹಲಿಯಲ್ಲಿರುವ ಉಪಮುಖ್ಯಮಂತ್ರಿ ಡಿ.ಕೆ.ಶಿವಕುಮಾರ್ ನಿನ್ನೆ ತಡರಾತ್ರಿ ಎಐಸಿಸಿ ಅಧ್ಯಕ್ಷ ಮಲ್ಲಿಕಾರ್ಜುನ ಖರ್ಗೆ ಹಾಗೂ ಪ್ರಧಾನ ಕಾರ್ಯದರ್ಶಿ ಕೆ.ಸಿ. ವೇಣುಗೋಪಾಲ್ ಅವರನ್ನು ಭೇಟಿ ಮಾಡಿ ಚರ್ಚಿಸಿದ್ದಾರೆ. <box>797 837 968 923</box>
drugs-headline: 3.40 ಕೋಟಿ ಮೌಲ್ಯದ ಡ್ರಗ್ಸ್ ಜಪ್ತಿ <box>647 1735 932 1764</box>
vijayendra-p4: ಕಾಂಗ್ರೆಸ್ ಮಾತು ನಂಬಿ ಮೋಸ ಹೋಗಿದ್ದೇವೆ. ಸಮಾಜ ಕಲ್ಯಾಣ ಇಲಾಖೆಯ ಅನುದಾನವನ್ನು ಬೇರೆ ಯೋಜನೆಗಳಿಗೆ ಬಳಸಿಕೊಂಡು ಹಿಂದುಳಿದ ವರ್ಗಗಳು, ಪರಿಶಿಷ್ಟ ಜಾತಿ ಎಲ್ಲ ಸಮುದಾಯಗಳನ್ನು ವಂಚಿಸಲಾಗಿದೆ ಎಂದು ಹೇಳಿದರು. <box>229 1523 402 1628</box>
lorry-body-col1 <box>985 1722 1252 1943</box>
robbery-p7: ಗಂಭೀರ ಸ್ವರೂಪದ ಆರ್ಥಿಕ ಅಪರಾಧಗಳಲ್ಲಿ ತ್ವರಿತ ನ್ಯಾಯ ಒದಗಿಸಲು ಪೊಲೀಸರು ಸಮಗ್ರ ತನಿಖೆ ನಡೆಸಿದ್ದಾರೆ. ಕಾನೂನು ಪ್ರಕಾರ ಅಪರಾಧಿಗಳಿಗೆ ಶಿಕ್ಷೆ ದೊರಕುವಂತೆ ಮಾಡುವುದೇ ನಮ್ಮ ಉದ್ದೇಶ ಎಂದು ನಗರ ಪೊಲೀಸ್ ಆಯುಕ್ತರು ತಿಳಿಸಿದ್ದಾರೆ. <box>1349 1273 1520 1377</box>
robbery-p2: ಪ್ರಕರಣದ ಸಂಬಂಧ ಬಂಧಿತರಾದ ಪೊಲೀಸ್ ಪೇದೆ ಸೇರಿ 9 ಮಂದಿ ಆರೋಪಿಗಳ ವಿರುದ್ಧ ನಗರದ 56ನೇ ಎಸಿಎಂಎಂ ನ್ಯಾಯಾಲಯಕ್ಕೆ ಆರೋಪಪಟ್ಟಿ ಸಲ್ಲಿಸಲಾಗಿದೆ. ಪ್ರಕರಣದಲ್ಲಿ ಭಾಗಿಯಾಗಿದ್ದ ಸಿಎಂಎಸ್ ಏಜೆನ್ಸಿ ವಾಹನದ ಮೇಲ್ವಿಚಾರಕ ಗೋಪಾಲ್ ಪ್ರಸಾದ್, ಮಾಜಿ ಉದ್ಯೋಗಿ ಕ್ಸೇವಿಯರ್ ಸೇರಿ ಹಲವರನ್ನು ಬಂಧಿಸಲಾಗಿದೆ. <box>985 1309 1156 1450</box>
lokayukta-p1: ಶಿವಮೊಗ್ಗದ ಮನೆಯಲ್ಲಿ ಅಸ್ತಿ ಪತ್ತೆ ಹಾಗೂ ಚಿನ್ನ ಬೆಳ್ಳಿ ಪತ್ತೆಯಾಗಿದ್ದು, ಇನ್ನುಳ್ಳ ಮಹತ್ವದ ದಾಖಲೆಗಳನ್ನ ಪತ್ತೆಹಚ್ಚಲು ಅಧಿಕಾರಿಗಳು ಶೋಧ ಮುಂದುವರೆಸಿದ್ದಾರೆ. ಶಿವಮೊಗ್ಗದ ವಿಜಯನಗರ ಹಾಗೂ ಗೋಪಾಳಗಳ ಬಡಾವಣೆಯಲ್ಲಿರುವ ಅವರ ನಿವಾಸಗಳ ಮೇಲೆ ಅಧಿಕಾರಿಗಳು ತಂಡ ದಾಳಿ ಮಾಡಿದೆ. <box>44 151 308 248</box>
dks-p12: ಶಿವಕುಮಾರ್ ಸೋನಿಯಾಗಾಂಧಿ, ರಾಹುಲ್‌ಗಾಂಧಿ ಹಾಗೂ ಪ್ರಿಯಾಂಕಾ ಗಾಂಧಿ ಅವರ ಬಳಿ ಮನವಿ ಪೂರ್ವಕ ಬೇಡಿಕೆ ಇಟ್ಟಿದ್ದಾರೆ ಎಂದು ಶಿವಕುಮಾರ್ ಅವರ ಆಪ್ತ ಮೂಲಗಳು ಹೇಳಿವೆ. <box>797 709 968 796</box>
suicide-p1: ಕೊಡಗು,ಫೆ.12-ಕರ್ತವ್ಯಕ್ಕೆ ಗೈರು ಹಾಜರಾಗಿದ್ದ ಪೊಲೀಸ್ ಪೇದೆಯೊಬ್ಬರು ವಿಷ ಸೇವಿಸಿ ಆತ್ಮಹತ್ಯೆಗೆ ಶರಣಾಗಿರುವ ದಾರುಣ ಘಟನೆ ಮಡಿಕೇರಿಯಲ್ಲಿ ನಡೆದಿದೆ. <box>985 2018 1252 2068</box>
masthead-date-english: | Thursday 12 February 2026 <box>303 35 513 52</box>
vijayendra-p5: ಚುನಾವಣಾ ಸಂದರ್ಭದಲ್ಲಿ ಕಾಂಗ್ರೆಸ್ ಸರ್ಕಾರ ನೀಡಿದ್ದ ಆಶ್ವಾಸನೆಗಳನ್ನು ಈಡೇರಿಸಿಲ್ಲ. ಯುವಜನರಿಗೆ ಉದ್ಯೋಗ ನೀಡುವ ಭರವಸೆಯನ್ನು ಈಡೇರಿಸಿಲ್ಲ. ಕೇಂದ್ರದ ಮೇಲೆ ಆರೋಪ ಮಾಡುವ ಮುಖ್ಯಮಂತ್ರಿ ಸಿದ್ದರಾಮಯ್ಯ ಇದುವರೆಗೂ ಎಷ್ಟು ಹುದ್ದೆಗಳನ್ನು ಭರ್ತಿ ಮಾಡಿದ್ದಾರೆ ಎಂದು ಲೆಕ್ಕ ಕೊಡಲಿ. <box>414 1432 589 1555</box>
dks-subhead-3: ಖರ್ಗೆ-ವೇಣು ಭೇಟಿ <box>847 819 918 832</box>
dks-p8: ರಾಜ್ಯದಲ್ಲಿ 2028 ಕ್ಕೆ ಪಕ್ಷವನ್ನು ಮತ್ತೆ ಅಧಿಕಾರಕ್ಕೆ ತರುವ ಸಂಕಲ್ಪ ನನ್ನದಾಗಿದೆ. ಹಾಗಾಗಿ ಅಧಿಕಾರ ಹಂಚಿಕೆ ವಿಚಾರದಲ್ಲಿ ಸ್ಪಷ್ಟತೆ ಬೇಕು ಎಂದು ಡಿ.ಕೆ. ಶಿವಕುಮಾರ್ ಅವರು ಹೇಳಿದ್ದಾರೆ. <box>611 1110 784 1178</box>
vijayendra-p1: ಬೆಳಗಾವಿ, ಫೆ. 12- ರಾಜ್ಯದಲ್ಲಿ ಅಭಿವೃದ್ಧಿ ಕಾರ್ಯಗಳು ನಡೆಯುತ್ತಿಲ್ಲ. ರಾಜ್ಯ ಕಾಂಗ್ರೆಸ್ ಸರ್ಕಾರ ಭ್ರಷ್ಟಾಚಾರಕ್ಕೆ ಸೀಮಿತವಾಗಿದೆ ಎಂದು ಬಿಜೆಪಿ ರಾಜ್ಯಾಧ್ಯಕ್ಷ ಬಿ.ವೈ. ವಿಜಯೇಂದ್ರ ದೂರಿದ್ದಾರೆ. <box>44 1432 217 1518</box>
vijayendra-p6: ಸರ್ಕಾರದಲ್ಲಿ ಸುಮಾರು 2.75 ಲಕ್ಷ ಹುದ್ದೆಗಳು ಖಾಲಿ ಇವೆ. ಈ ಹುದ್ದೆಗಳ ನೇಮಕಾತಿ ಪ್ರಕ್ರಿಯೆ ಆರಂಭವಾಗಿಲ್ಲ ಎಂದು ದೂರಿದರು. <box>414 1559 589 1609</box>
dks-p6: ಈ ಮೂವರು ಕಾಂಗ್ರೆಸ್‌ನ ಪ್ರಮುಖ ನಾಯಕರು ಡಿ.ಕೆ.ಶಿವಕುಮಾರ್ ಅವರ ಜತೆ ಸುಮಾರು ಅರ್ಧ ಗಂಟೆಗೂ ಹೆಚ್ಚು ಕಾಲ ಚರ್ಚೆ ನಡೆಸಿದ್ದು, ರಾಜಕೀಯವಾಗಿ ಕುತೂಹಲಕ್ಕೆ ಕಾರಣವಾಗಿದೆ. <box>611 964 784 1033</box>
protest-p2: ವಿವಿಧ ಬ್ಯಾಂಕ್‌ಗಳು ಬಸ್‌ಗಳು, ಸರ್ಕಾರಿ ಕಚೇರಿಗಳು ಮತ್ತು ಕೆಲವು ಕೈಗಾರಿಕೆಗಳು ಅಡ್ಡಿಪಡಿಸಬಹುದು, ವಿಶೇಷವಾಗಿ ಬೆಂಗಳೂರಿನಲ್ಲಿ. ಒಕ್ಕೂಟಗಳು ಹೆಚ್ಚಿನ ಸಂಖ್ಯೆಯಲ್ಲಿ ಸೇರುತ್ತವೆ. ಆಸ್ಪತ್ರೆಗಳು ಮತ್ತು ಆಂಬ್ಯುಲೆನ್ಸ್‌ಗಳು ಕಾರ್ಯಾಚರಣೆಗಳಂತಹ ಅಗತ್ಯ ಸೇವೆಗಳ ನೀರಾಯಿತಿ ನೀಡಲಿದೆ. <box>44 1028 311 1125</box>
railway-p2: ಯಶವಂತಪುರ ೯ ತಾಳಗುಪ್ಪ ರೈಲಿನಲ್ಲಿ ಸದರಿ ಘಟನೆ ನಡೆದಿದೆ. ಎಂದಿನಂತೆ ತಾಳಗುಪ್ಪದಿಂದ ಯಶವಂತಪುರಕ್ಕೆ ಹೊರಟ ರೈಲು, ಶಿವಮೊಗ್ಗದ ವಿದ್ಯಾನಗರ ರೈಲ್ವೆ ನಿಲ್ದಾಣಕ್ಕೆ ಆಗಮಿಸಿದೆ. ಈ ವೇಳೆ ಏಕಾಏಕಿ ದುಷ್ಕರ್ಮಿಯೋರ್ವ ಬೋಗಿಯೊಂದಕ್ಕೆ ನುಗ್ಗಿದ್ದಾನೆ. ಮಾರಕಾಸ್ತ್ರದಿಂದ ಪ್ರಯಾಣಿಕರಿಗೆ ಬೆದರಿಸಿದ್ದಾನೆ ಎನ್ನಲಾಗಿದೆ. <box>617 1989 963 2057</box>
masthead-rule <box>42 61 1526 62</box>
accident-body-col1 <box>44 1762 311 2248</box>
page-number: 2 <box>52 5 77 50</box>
protest-photo <box>44 433 589 874</box>
railway-body <box>617 1932 963 2245</box>
dks-photo-caption: ನವದೆಹಲಿಯ 10 ಜನಪಥ್‌ನಲ್ಲಿ ಕಾಂಗ್ರೆಸ್ ನಾಯಕಿ, ಸಂಸದೆ ಪ್ರಿಯಾಂಕಾ ವಾದ್ರಾ ಅವರನ್ನು ಉಪಮುಖ್ಯಮಂತ್ರಿ, ಕೆಪಿಸಿಸಿ ಅಧ್ಯಕ್ಷ ಡಿ.ಕೆ. ಶಿವಕುಮಾರ್‌ರವರು ಭೇಟಿ ಮಾಡಿ ಹೊರ ಬರುತ್ತಿರುವುದು. ಛತ್ತೀಸ್‌ಘಡದ ಮಾಜಿ ಮುಖ್ಯಮಂತ್ರಿ ಮತ್ತಿತರ ಮುಖಂಡರು ಇದ್ದಾರೆ. <box>627 313 953 360</box>
railway-p3: ನಂತರ ಪ್ರಯಾಣಿಕರೋರ್ವರ ಬಳಿಯಿದ್ದ ಮೊಬೈಲ್ ಫೋನ್ ಕಿತ್ತುಕೊಂಡು ಪರಾರಿಯಾಗಿದ್ದಾನೆ. ಈ ಕುರಿತಂತೆ ರೈಲ್ವೆ ಪ್ರಯಾಣಿಕರು ರೈಲ್ವೆ ಪೊಲೀಸ್ ಠಾಣೆಗೆ ದೂರು ದಾಖಲಿಸಿದ್ದಾರೆ. ಘಟನೆಯ ಕುರಿತಂತೆ ಹೆಚ್ಚಿನ ವಿವರಗಳು ಲಭ್ಯವಾಗಬೇಕಾಗಿದೆ. <box>617 2062 963 2112</box>
